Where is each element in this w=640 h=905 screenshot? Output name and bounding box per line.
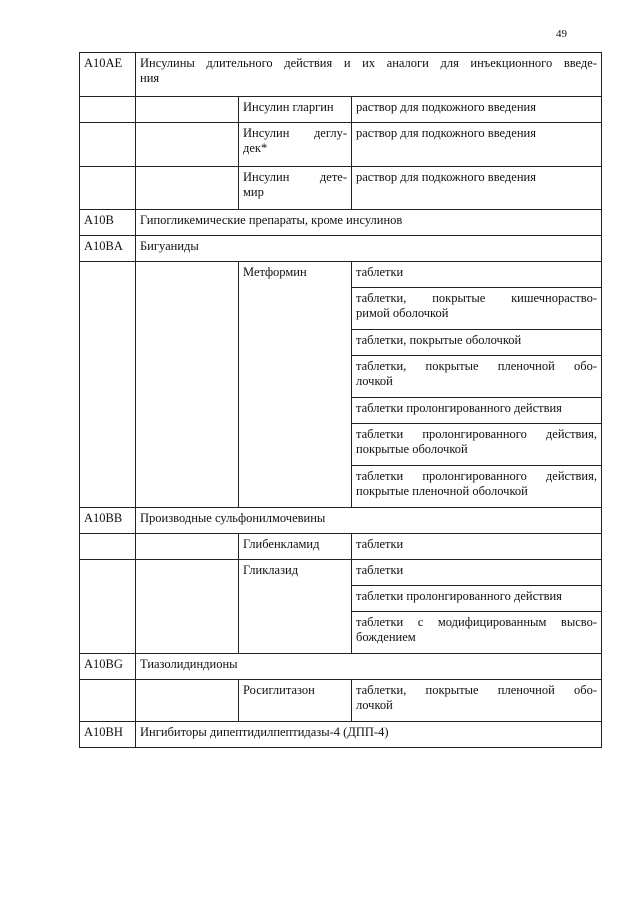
- group-code: A10BH: [80, 722, 136, 748]
- dosage-form: раствор для подкожного введения: [352, 97, 602, 123]
- substance-line: Инсулин дете-: [243, 170, 347, 184]
- dosage-form: [352, 612, 602, 654]
- empty-cell: [136, 167, 239, 210]
- dosage-form-line: таблетки пролонгированного действия,: [356, 469, 597, 483]
- substance-line: мир: [243, 185, 264, 199]
- empty-cell: [80, 167, 136, 210]
- substance-name: Инсулин гларгин: [239, 97, 352, 123]
- drug-row: [80, 97, 602, 123]
- drug-row: [80, 167, 602, 210]
- empty-cell: [80, 97, 136, 123]
- dosage-form: [352, 466, 602, 508]
- empty-cell: [136, 123, 239, 167]
- group-row-a10ae: [80, 53, 602, 97]
- group-title: Гипогликемические препараты, кроме инсулинов: [136, 210, 602, 236]
- dosage-form: [352, 680, 602, 722]
- dosage-form: таблетки пролонгированного действия: [352, 398, 602, 424]
- dosage-form: [352, 424, 602, 466]
- dosage-form: таблетки: [352, 534, 602, 560]
- empty-cell: [136, 680, 239, 722]
- group-title: Производные сульфонилмочевины: [136, 508, 602, 534]
- dosage-form-line: лочкой: [356, 698, 393, 712]
- substance-line: дек*: [243, 141, 268, 155]
- dosage-form-line: бождением: [356, 630, 416, 644]
- substance-name: [239, 123, 352, 167]
- empty-cell: [80, 534, 136, 560]
- empty-cell: [136, 560, 239, 654]
- group-code: A10BB: [80, 508, 136, 534]
- dosage-form-line: покрытые оболочкой: [356, 442, 468, 456]
- group-code: A10B: [80, 210, 136, 236]
- dosage-form-line: таблетки, покрытые пленочной обо-: [356, 683, 597, 697]
- group-row-a10bh: [80, 722, 602, 748]
- dosage-form: таблетки, покрытые оболочкой: [352, 330, 602, 356]
- empty-cell: [80, 123, 136, 167]
- dosage-form: [352, 356, 602, 398]
- dosage-form-line: лочкой: [356, 374, 393, 388]
- empty-cell: [136, 534, 239, 560]
- dosage-form: таблетки: [352, 560, 602, 586]
- page-number: 49: [556, 28, 567, 40]
- dosage-form: таблетки: [352, 262, 602, 288]
- empty-cell: [80, 262, 136, 508]
- group-title: [136, 53, 602, 97]
- dosage-form: раствор для подкожного введения: [352, 123, 602, 167]
- group-title: Бигуаниды: [136, 236, 602, 262]
- group-row-a10bg: [80, 654, 602, 680]
- substance-name: Глибенкламид: [239, 534, 352, 560]
- empty-cell: [136, 262, 239, 508]
- drug-row: [80, 123, 602, 167]
- drug-row: [80, 262, 602, 288]
- group-code: A10BG: [80, 654, 136, 680]
- dosage-form: раствор для подкожного введения: [352, 167, 602, 210]
- dosage-form-line: римой оболочкой: [356, 306, 449, 320]
- dosage-form-line: таблетки, покрытые пленочной обо-: [356, 359, 597, 373]
- substance-line: Инсулин деглу-: [243, 126, 347, 140]
- group-title-line: ния: [140, 71, 160, 85]
- empty-cell: [80, 560, 136, 654]
- substance-name: [239, 167, 352, 210]
- group-row-a10ba: [80, 236, 602, 262]
- group-title: Тиазолидиндионы: [136, 654, 602, 680]
- empty-cell: [80, 680, 136, 722]
- empty-cell: [136, 97, 239, 123]
- group-title-line: Инсулины длительного действия и их аналоги для инъекционного введе-: [140, 56, 597, 70]
- drug-row: [80, 680, 602, 722]
- dosage-form: [352, 288, 602, 330]
- group-row-a10b: [80, 210, 602, 236]
- drug-row: [80, 560, 602, 586]
- group-code: A10AE: [80, 53, 136, 97]
- substance-name: Росиглитазон: [239, 680, 352, 722]
- dosage-form: таблетки пролонгированного действия: [352, 586, 602, 612]
- drug-row: [80, 534, 602, 560]
- dosage-form-line: таблетки пролонгированного действия,: [356, 427, 597, 441]
- dosage-form-line: покрытые пленочной оболочкой: [356, 484, 528, 498]
- drug-classification-table: [79, 52, 602, 748]
- dosage-form-line: таблетки, покрытые кишечнораство-: [356, 291, 597, 305]
- group-row-a10bb: [80, 508, 602, 534]
- dosage-form-line: таблетки с модифицированным высво-: [356, 615, 597, 629]
- substance-name: Метформин: [239, 262, 352, 508]
- group-code: A10BA: [80, 236, 136, 262]
- group-title: Ингибиторы дипептидилпептидазы-4 (ДПП-4): [136, 722, 602, 748]
- substance-name: Гликлазид: [239, 560, 352, 654]
